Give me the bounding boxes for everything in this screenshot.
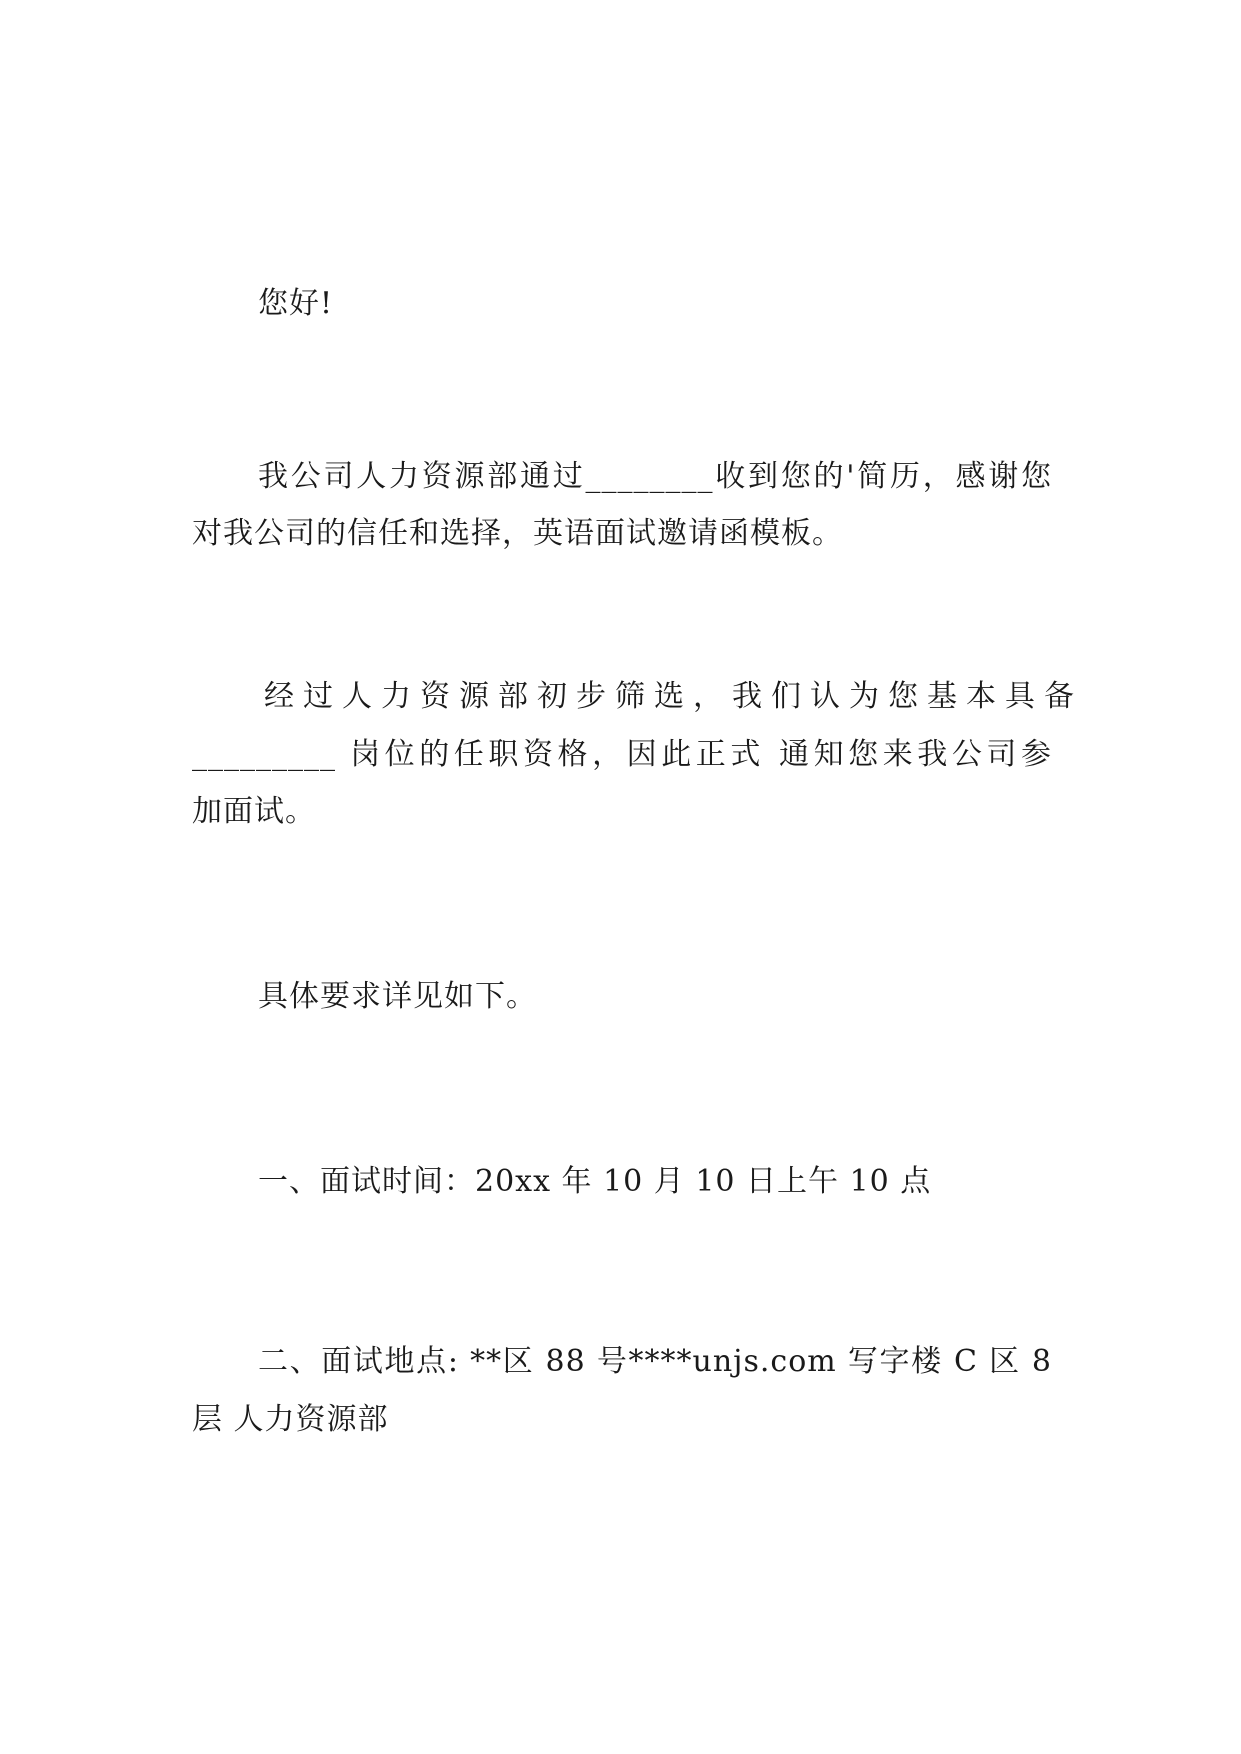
interview-time-item: 一、面试时间：20xx 年 10 月 10 日上午 10 点	[258, 1164, 932, 1199]
paragraph-2-line-2: _________ 岗位的任职资格，因此正式 通知您来我公司参	[192, 737, 1052, 772]
interview-location-line-1: 二、面试地点: **区 88 号****unjs.com 写字楼 C 区 8	[258, 1344, 1052, 1379]
paragraph-2-line-3: 加面试。	[192, 794, 316, 829]
paragraph-3: 具体要求详见如下。	[258, 979, 537, 1014]
paragraph-2-line-1: 经过人力资源部初步筛选，我们认为您基本具备	[264, 679, 1083, 714]
paragraph-1-line-2: 对我公司的信任和选择，英语面试邀请函模板。	[192, 516, 843, 551]
greeting: 您好!	[258, 286, 334, 321]
interview-location-line-2: 层 人力资源部	[192, 1402, 389, 1437]
paragraph-1-line-1: 我公司人力资源部通过________收到您的'简历，感谢您	[258, 459, 1052, 494]
